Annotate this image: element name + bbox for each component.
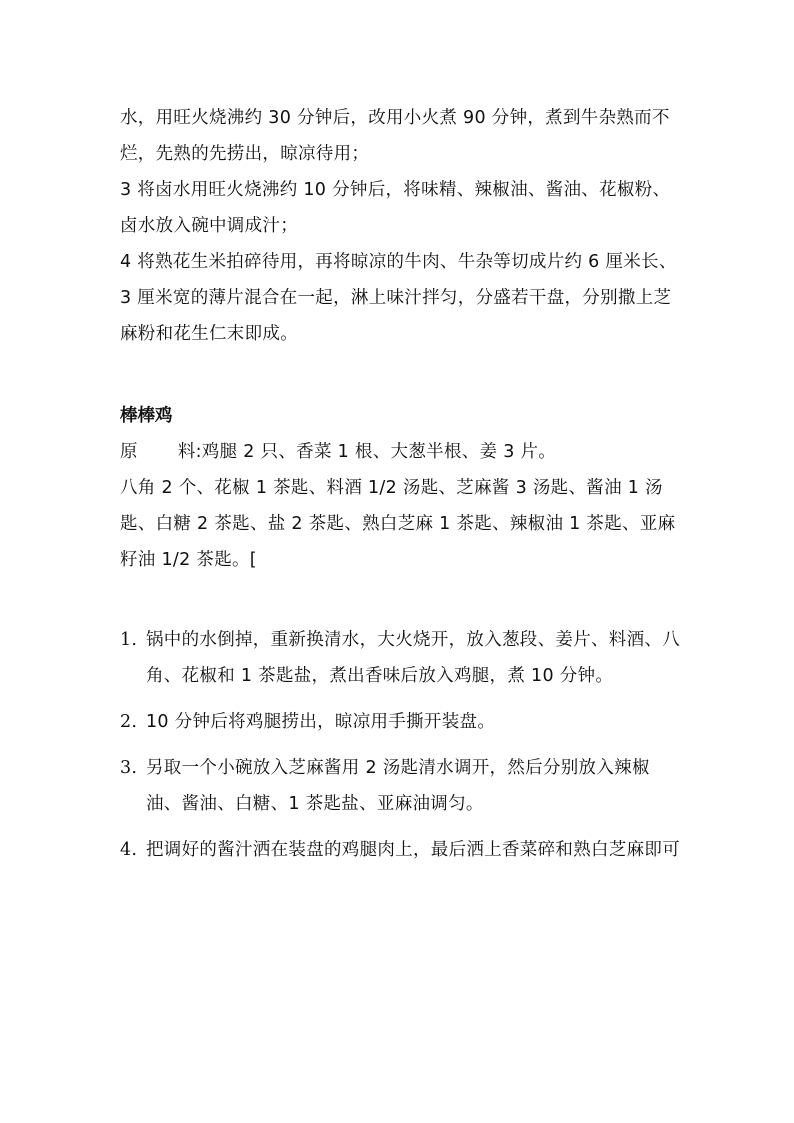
section-beef-steps [120,100,680,352]
step-text: 另取一个小碗放入芝麻酱用 2 汤匙清水调开，然后分别放入辣椒油、酱油、白糖、1 茶匙盐、亚麻油调匀。 [146,758,650,814]
spacer [120,694,680,704]
ingredients-label-a: 原 [120,442,138,462]
paragraph-step-3: 3 将卤水用旺火烧沸约 10 分钟后，将味精、辣椒油、酱油、花椒粉、卤水放入碗中调成汁； [120,180,671,236]
step-number: 1. [120,630,138,650]
recipe-title: 棒棒鸡 [120,406,173,426]
ingredients-line [120,434,680,470]
seasonings-line: 八角 2 个、花椒 1 茶匙、料酒 1/2 汤匙、芝麻酱 3 汤匙、酱油 1 汤匙、白糖 2 茶匙、盐 2 茶匙、熟白芝麻 1 茶匙、辣椒油 1 茶匙、亚麻籽油 1/2 茶匙。[ [120,478,676,570]
recipe-step [120,832,680,868]
spacer [120,822,680,832]
recipe-step [120,750,680,822]
step-number: 2. [120,712,138,732]
step-number: 3. [120,758,138,778]
step-text: 10 分钟后将鸡腿捞出，晾凉用手撕开装盘。 [146,712,496,732]
spacer [120,578,680,622]
step-text: 锅中的水倒掉，重新换清水，大火烧开，放入葱段、姜片、料酒、八角、花椒和 1 茶匙盐，煮出香味后放入鸡腿，煮 10 分钟。 [146,630,680,686]
recipe-step [120,622,680,694]
recipe-step [120,704,680,740]
ingredients-block [120,434,680,578]
paragraph-boil-beef: 水，用旺火烧沸约 30 分钟后，改用小火煮 90 分钟，煮到牛杂熟而不烂，先熟的先捞出，晾凉待用； [120,108,670,164]
recipe-steps-list [120,622,680,868]
step-text: 把调好的酱汁洒在装盘的鸡腿肉上，最后洒上香菜碎和熟白芝麻即可 [146,840,680,860]
document-body [120,100,680,868]
ingredients-label-b: 料:鸡腿 2 只、香菜 1 根、大葱半根、姜 3 片。 [177,442,557,462]
spacer [120,352,680,398]
step-number: 4. [120,840,138,860]
paragraph-step-4: 4 将熟花生米拍碎待用，再将晾凉的牛肉、牛杂等切成片约 6 厘米长、3 厘米宽的薄片混合在一起，淋上味汁拌匀，分盛若干盘，分别撒上芝麻粉和花生仁末即成。 [120,252,677,344]
spacer [120,740,680,750]
